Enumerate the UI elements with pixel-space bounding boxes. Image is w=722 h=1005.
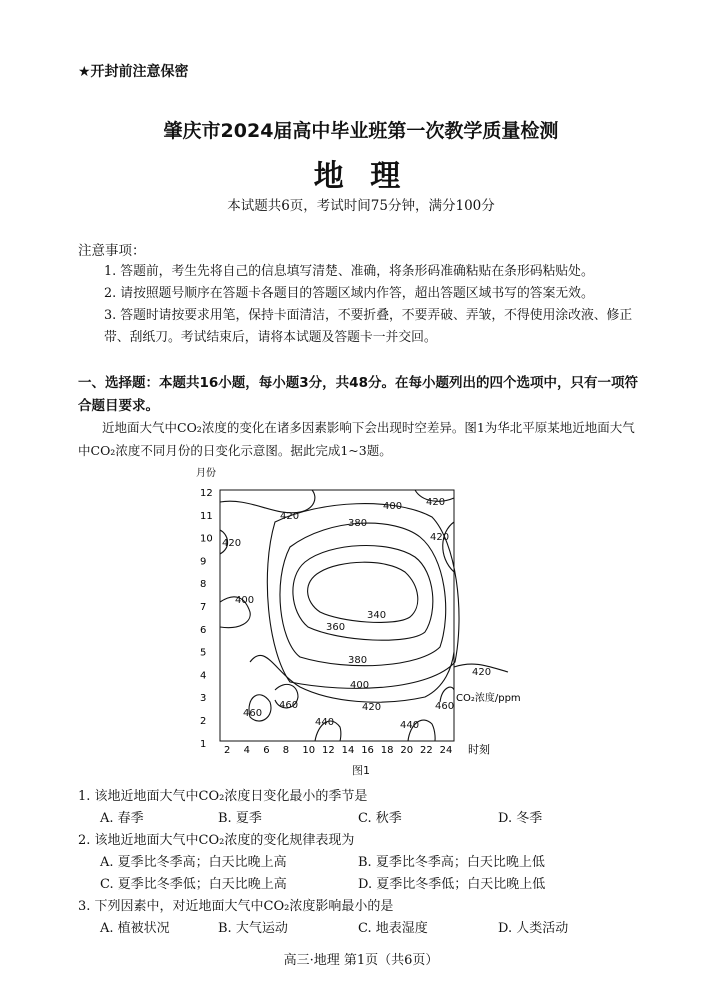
figure-caption: 图1 <box>352 764 370 777</box>
y-tick-label: 2 <box>200 716 207 727</box>
question-3-stem: 3. 下列因素中，对近地面大气中CO₂浓度影响最小的是 <box>78 899 394 914</box>
y-tick-label: 12 <box>200 488 213 499</box>
y-tick-label: 5 <box>200 647 207 659</box>
page-footer: 高三·地理 第1页（共6页） <box>283 953 439 968</box>
q2-option-b[interactable]: B. 夏季比冬季高；白天比晚上低 <box>358 855 545 870</box>
y-tick-label: 4 <box>200 670 207 682</box>
y-tick-label: 9 <box>200 556 207 568</box>
notice-item-1: 1. 答题前，考生先将自己的信息填写清楚、准确，将条形码准确粘贴在条形码粘贴处。 <box>104 264 594 279</box>
x-tick-label: 20 <box>400 745 414 756</box>
contour-340 <box>308 562 418 622</box>
contour-label: 420 <box>280 511 300 522</box>
notice-heading: 注意事项： <box>78 243 146 259</box>
x-tick-label: 16 <box>361 745 374 756</box>
contour-360 <box>293 546 433 641</box>
contour-label: 420 <box>426 497 446 508</box>
y-tick-label: 8 <box>200 579 207 591</box>
contour-380 <box>280 523 446 666</box>
x-tick-label: 8 <box>282 745 290 756</box>
x-tick-label: 18 <box>380 745 394 756</box>
contour-label: 440 <box>400 720 420 731</box>
contour-label: 420 <box>362 702 382 713</box>
contour-label: 400 <box>350 680 370 691</box>
x-tick-label: 6 <box>263 745 270 756</box>
y-tick-label: 7 <box>200 602 207 613</box>
contour-420-top <box>220 490 315 513</box>
q1-option-b[interactable]: B. 夏季 <box>218 811 262 826</box>
x-tick-label: 2 <box>224 745 231 756</box>
q3-option-c[interactable]: C. 地表湿度 <box>358 921 428 936</box>
x-tick-label: 4 <box>243 745 250 756</box>
exam-info: 本试题共6页，考试时间75分钟，满分100分 <box>227 198 495 214</box>
y-ticks <box>200 488 213 750</box>
q3-option-b[interactable]: B. 大气运动 <box>218 921 288 936</box>
x-tick-label: 24 <box>439 745 453 756</box>
x-ticks <box>224 745 452 756</box>
question-2-stem: 2. 该地近地面大气中CO₂浓度的变化规律表现为 <box>78 833 355 848</box>
contour-label: 380 <box>348 518 368 529</box>
contour-label: 400 <box>235 595 255 606</box>
y-tick-label: 3 <box>200 693 207 705</box>
co2-contour-figure <box>190 462 530 780</box>
q1-option-d[interactable]: D. 冬季 <box>498 811 543 826</box>
x-tick-label: 14 <box>341 745 355 756</box>
notice-item-2: 2. 请按照题号顺序在答题卡各题目的答题区域内作答，超出答题区域书写的答案无效。 <box>104 286 594 301</box>
subject-title: 地 理 <box>313 159 409 194</box>
contour-label: 420 <box>430 532 450 543</box>
x-tick-label: 12 <box>322 745 335 756</box>
x-tick-label: 22 <box>420 745 433 756</box>
contour-label: 440 <box>315 717 335 728</box>
section-intro: 近地面大气中CO₂浓度的变化在诸多因素影响下会出现时空差异。图1为华北平原某地近地面大气中CO₂浓度不同月份的日变化示意图。据此完成1~3题。 <box>78 420 635 458</box>
contour-460-right <box>440 687 454 702</box>
contour-label: 420 <box>222 538 242 549</box>
contour-label: 460 <box>279 700 299 711</box>
q1-option-a[interactable]: A. 春季 <box>100 811 144 826</box>
q2-option-c[interactable]: C. 夏季比冬季低；白天比晚上高 <box>100 877 287 892</box>
plot-frame <box>220 490 454 741</box>
question-1-stem: 1. 该地近地面大气中CO₂浓度日变化最小的季节是 <box>78 789 368 804</box>
q2-option-d[interactable]: D. 夏季比冬季低；白天比晚上低 <box>358 877 546 892</box>
contour-label: 460 <box>435 701 455 712</box>
y-tick-label: 6 <box>200 624 207 636</box>
confidential-notice: ★开封前注意保密 <box>78 64 189 80</box>
contour-label: 380 <box>348 655 368 666</box>
q2-option-a[interactable]: A. 夏季比冬季高；白天比晚上高 <box>100 855 287 870</box>
exam-title: 肇庆市2024届高中毕业班第一次教学质量检测 <box>163 120 559 142</box>
q3-option-d[interactable]: D. 人类活动 <box>498 921 569 936</box>
contour-label: 460 <box>243 708 263 719</box>
x-axis-label: 时刻 <box>468 743 490 756</box>
contour-label: 360 <box>326 622 346 633</box>
notice-item-3: 3. 答题时请按要求用笔，保持卡面清洁，不要折叠，不要弄破、弄皱，不得使用涂改液、修正带、刮纸刀。考试结束后，请将本试题及答题卡一并交回。 <box>104 308 633 345</box>
section-heading: 一、选择题：本题共16小题，每小题3分，共48分。在每小题列出的四个选项中，只有一项符合题目要求。 <box>78 375 638 414</box>
y-axis-label: 月份 <box>196 468 216 479</box>
x-tick-label: 10 <box>302 745 316 756</box>
y-tick-label: 10 <box>200 533 213 545</box>
contour-label: 400 <box>383 501 403 512</box>
legend-label: CO₂浓度/ppm <box>456 693 521 704</box>
y-tick-label: 11 <box>200 510 213 522</box>
contour-label: 420 <box>472 667 492 678</box>
q1-option-c[interactable]: C. 秋季 <box>358 811 402 826</box>
q3-option-a[interactable]: A. 植被状况 <box>100 921 170 936</box>
y-tick-label: 1 <box>200 738 207 750</box>
contour-label: 340 <box>367 610 387 621</box>
